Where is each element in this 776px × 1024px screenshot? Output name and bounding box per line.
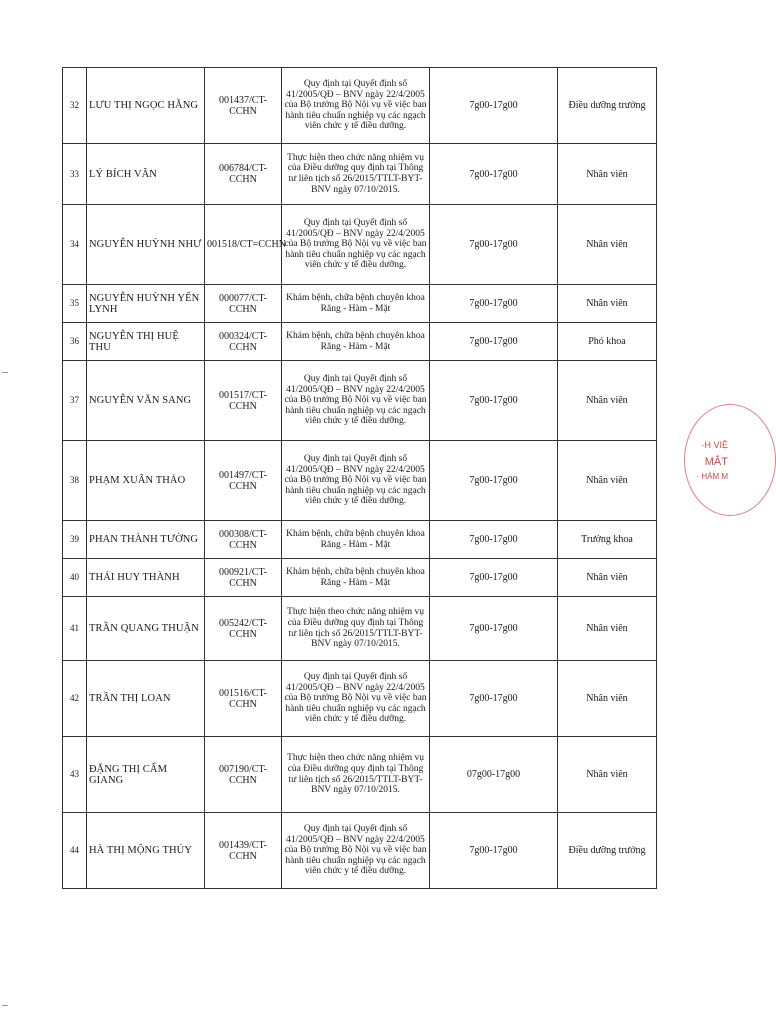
duty-scope: Quy định tại Quyết định số 41/2005/QĐ – BNV ngày 22/4/2005 của Bộ trưởng Bộ Nội vụ về việc ban hành tiêu chuẩn nghiệp vụ các ngạch viên chức y tế điều dưỡng. bbox=[282, 813, 430, 889]
practice-certificate: 001517/CT-CCHN bbox=[205, 361, 282, 441]
row-number: 44 bbox=[63, 813, 87, 889]
working-hours: 7g00-17g00 bbox=[430, 205, 558, 285]
row-number: 33 bbox=[63, 144, 87, 205]
working-hours: 7g00-17g00 bbox=[430, 597, 558, 661]
table-row bbox=[63, 361, 657, 441]
job-position: Trưởng khoa bbox=[558, 521, 657, 559]
staff-table bbox=[62, 67, 657, 889]
employee-name: THÁI HUY THÀNH bbox=[87, 559, 205, 597]
red-seal-stamp bbox=[676, 400, 736, 520]
job-position: Nhân viên bbox=[558, 661, 657, 737]
practice-certificate: 000324/CT-CCHN bbox=[205, 323, 282, 361]
employee-name: HÀ THỊ MỘNG THÚY bbox=[87, 813, 205, 889]
duty-scope: Thực hiện theo chức năng nhiệm vụ của Điều dưỡng quy định tại Thông tư liên tịch số 26/2015/TTLT-BYT-BNV ngày 07/10/2015. bbox=[282, 144, 430, 205]
job-position: Nhân viên bbox=[558, 205, 657, 285]
practice-certificate: 000308/CT-CCHN bbox=[205, 521, 282, 559]
table-row bbox=[63, 205, 657, 285]
employee-name: TRẦN THỊ LOAN bbox=[87, 661, 205, 737]
employee-name: NGUYỄN VĂN SANG bbox=[87, 361, 205, 441]
job-position: Nhân viên bbox=[558, 737, 657, 813]
table-row bbox=[63, 661, 657, 737]
duty-scope: Khám bệnh, chữa bệnh chuyên khoa Răng - Hàm - Mặt bbox=[282, 323, 430, 361]
working-hours: 7g00-17g00 bbox=[430, 559, 558, 597]
job-position: Nhân viên bbox=[558, 285, 657, 323]
job-position: Nhân viên bbox=[558, 441, 657, 521]
row-number: 43 bbox=[63, 737, 87, 813]
working-hours: 7g00-17g00 bbox=[430, 144, 558, 205]
row-number: 35 bbox=[63, 285, 87, 323]
employee-name: PHAN THÀNH TƯỜNG bbox=[87, 521, 205, 559]
practice-certificate: 001518/CT=CCHN bbox=[205, 205, 282, 285]
employee-name: TRẦN QUANG THUẬN bbox=[87, 597, 205, 661]
working-hours: 7g00-17g00 bbox=[430, 661, 558, 737]
working-hours: 7g00-17g00 bbox=[430, 361, 558, 441]
row-number: 41 bbox=[63, 597, 87, 661]
practice-certificate: 001516/CT-CCHN bbox=[205, 661, 282, 737]
working-hours: 7g00-17g00 bbox=[430, 521, 558, 559]
practice-certificate: 000077/CT-CCHN bbox=[205, 285, 282, 323]
table-row bbox=[63, 597, 657, 661]
row-number: 40 bbox=[63, 559, 87, 597]
employee-name: NGUYỄN THỊ HUỆ THU bbox=[87, 323, 205, 361]
practice-certificate: 001437/CT-CCHN bbox=[205, 68, 282, 144]
table-row bbox=[63, 737, 657, 813]
working-hours: 7g00-17g00 bbox=[430, 441, 558, 521]
scan-edge-mark bbox=[2, 1005, 8, 1006]
practice-certificate: 001439/CT-CCHN bbox=[205, 813, 282, 889]
duty-scope: Khám bệnh, chữa bệnh chuyên khoa Răng - Hàm - Mặt bbox=[282, 521, 430, 559]
row-number: 39 bbox=[63, 521, 87, 559]
row-number: 37 bbox=[63, 361, 87, 441]
table-row bbox=[63, 559, 657, 597]
job-position: Nhân viên bbox=[558, 597, 657, 661]
row-number: 36 bbox=[63, 323, 87, 361]
scan-edge-mark bbox=[2, 372, 8, 373]
table-row bbox=[63, 441, 657, 521]
table-row bbox=[63, 285, 657, 323]
table-row bbox=[63, 813, 657, 889]
employee-name: PHẠM XUÂN THẢO bbox=[87, 441, 205, 521]
duty-scope: Quy định tại Quyết định số 41/2005/QĐ – BNV ngày 22/4/2005 của Bộ trưởng Bộ Nội vụ về việc ban hành tiêu chuẩn nghiệp vụ các ngạch viên chức y tế điều dưỡng. bbox=[282, 441, 430, 521]
job-position: Phó khoa bbox=[558, 323, 657, 361]
job-position: Điều dưỡng trưởng bbox=[558, 68, 657, 144]
working-hours: 07g00-17g00 bbox=[430, 737, 558, 813]
working-hours: 7g00-17g00 bbox=[430, 285, 558, 323]
job-position: Nhân viên bbox=[558, 361, 657, 441]
duty-scope: Quy định tại Quyết định số 41/2005/QĐ – BNV ngày 22/4/2005 của Bộ trưởng Bộ Nội vụ về việc ban hành tiêu chuẩn nghiệp vụ các ngạch viên chức y tế điều dưỡng. bbox=[282, 205, 430, 285]
practice-certificate: 006784/CT-CCHN bbox=[205, 144, 282, 205]
stamp-line-2: MẮT bbox=[704, 456, 728, 468]
duty-scope: Khám bệnh, chữa bệnh chuyên khoa Răng - Hàm - Mặt bbox=[282, 559, 430, 597]
employee-name: NGUYỄN HUỲNH YẾN LYNH bbox=[87, 285, 205, 323]
practice-certificate: 007190/CT-CCHN bbox=[205, 737, 282, 813]
employee-name: LƯU THỊ NGỌC HẰNG bbox=[87, 68, 205, 144]
duty-scope: Quy định tại Quyết định số 41/2005/QĐ – BNV ngày 22/4/2005 của Bộ trưởng Bộ Nội vụ về việc ban hành tiêu chuẩn nghiệp vụ các ngạch viên chức y tế điều dưỡng. bbox=[282, 661, 430, 737]
row-number: 32 bbox=[63, 68, 87, 144]
stamp-line-3: · HÀM M bbox=[696, 472, 728, 481]
duty-scope: Khám bệnh, chữa bệnh chuyên khoa Răng - Hàm - Mặt bbox=[282, 285, 430, 323]
duty-scope: Quy định tại Quyết định số 41/2005/QĐ – BNV ngày 22/4/2005 của Bộ trưởng Bộ Nội vụ về việc ban hành tiêu chuẩn nghiệp vụ các ngạch viên chức y tế điều dưỡng. bbox=[282, 68, 430, 144]
employee-name: ĐẶNG THỊ CẨM GIANG bbox=[87, 737, 205, 813]
table-row bbox=[63, 323, 657, 361]
stamp-line-1: ·H VIỆ bbox=[701, 440, 728, 450]
table-row bbox=[63, 521, 657, 559]
table-row bbox=[63, 144, 657, 205]
duty-scope: Quy định tại Quyết định số 41/2005/QĐ – BNV ngày 22/4/2005 của Bộ trưởng Bộ Nội vụ về việc ban hành tiêu chuẩn nghiệp vụ các ngạch viên chức y tế điều dưỡng. bbox=[282, 361, 430, 441]
employee-name: LÝ BÍCH VÂN bbox=[87, 144, 205, 205]
practice-certificate: 005242/CT-CCHN bbox=[205, 597, 282, 661]
row-number: 38 bbox=[63, 441, 87, 521]
working-hours: 7g00-17g00 bbox=[430, 813, 558, 889]
practice-certificate: 001497/CT-CCHN bbox=[205, 441, 282, 521]
working-hours: 7g00-17g00 bbox=[430, 323, 558, 361]
table-row bbox=[63, 68, 657, 144]
practice-certificate: 000921/CT-CCHN bbox=[205, 559, 282, 597]
job-position: Điều dưỡng trưởng bbox=[558, 813, 657, 889]
working-hours: 7g00-17g00 bbox=[430, 68, 558, 144]
employee-name: NGUYỄN HUỲNH NHƯ bbox=[87, 205, 205, 285]
job-position: Nhân viên bbox=[558, 144, 657, 205]
row-number: 34 bbox=[63, 205, 87, 285]
row-number: 42 bbox=[63, 661, 87, 737]
duty-scope: Thực hiện theo chức năng nhiệm vụ của Điều dưỡng quy định tại Thông tư liên tịch số 26/2015/TTLT-BYT-BNV ngày 07/10/2015. bbox=[282, 597, 430, 661]
staff-table-body bbox=[63, 68, 657, 889]
duty-scope: Thực hiện theo chức năng nhiệm vụ của Điều dưỡng quy định tại Thông tư liên tịch số 26/2015/TTLT-BYT-BNV ngày 07/10/2015. bbox=[282, 737, 430, 813]
job-position: Nhân viên bbox=[558, 559, 657, 597]
